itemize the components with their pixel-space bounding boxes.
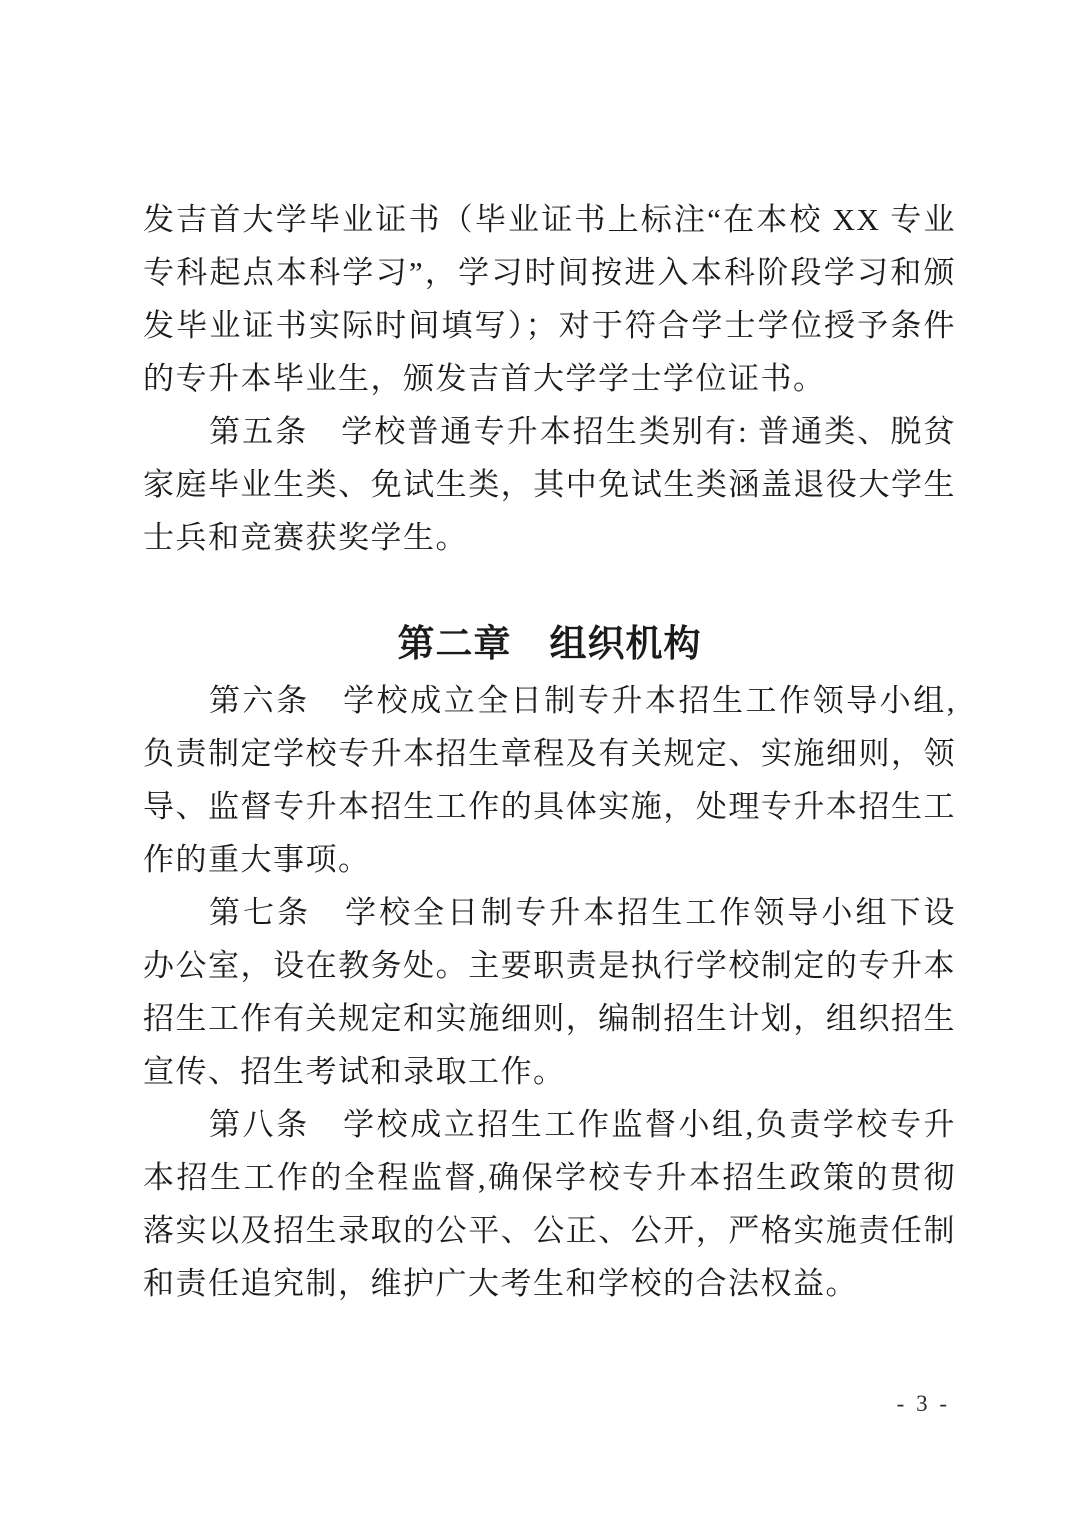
page-number: - 3 - xyxy=(896,1391,950,1416)
paragraph-article-6: 第六条 学校成立全日制专升本招生工作领导小组,负责制定学校专升本招生章程及有关规定、实施细则，领导、监督专升本招生工作的具体实施，处理专升本招生工作的重大事项。 xyxy=(143,683,956,877)
chapter-2-heading: 第二章 组织机构 xyxy=(397,623,702,664)
paragraph-article-5: 第五条 学校普通专升本招生类别有: 普通类、脱贫家庭毕业生类、免试生类，其中免试生类涵盖退役大学生士兵和竞赛获奖学生。 xyxy=(143,414,956,555)
document-body xyxy=(143,193,956,1310)
paragraph-article-7: 第七条 学校全日制专升本招生工作领导小组下设办公室，设在教务处。主要职责是执行学校制定的专升本招生工作有关规定和实施细则，编制招生计划，组织招生宣传、招生考试和录取工作。 xyxy=(143,895,956,1089)
paragraph-article-8: 第八条 学校成立招生工作监督小组,负责学校专升本招生工作的全程监督,确保学校专升本招生政策的贯彻落实以及招生录取的公平、公正、公开，严格实施责任制和责任追究制，维护广大考生和学校的合法权益。 xyxy=(143,1107,956,1301)
paragraph-degree-certificate: 发吉首大学毕业证书（毕业证书上标注“在本校 XX 专业专科起点本科学习”，学习时间按进入本科阶段学习和颁发毕业证书实际时间填写）；对于符合学士学位授予条件的专升本毕业生，颁发吉首大学学士学位证书。 xyxy=(143,202,956,396)
